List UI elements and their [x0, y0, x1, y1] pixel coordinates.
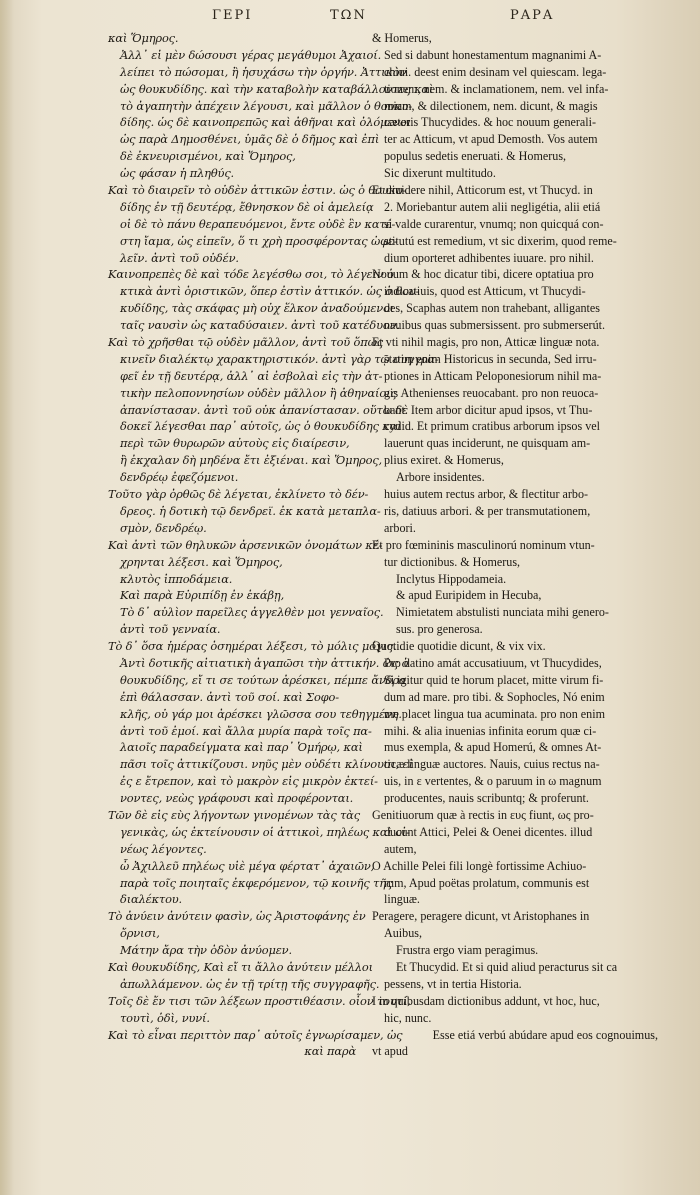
- text-line: Sed si dabunt honestamentum magnanimi A-: [384, 47, 602, 62]
- text-line: δίδης. ὡς δὲ καινοπρεπῶς καὶ ἀθῆναι καὶ ὀλόμενοι: [120, 115, 412, 130]
- text-line: ducunt Attici, Pelei & Oenei dicentes. illud: [384, 824, 593, 839]
- text-line: Peragere, peragere dicunt, vt Aristophanes in: [372, 909, 590, 924]
- text-line: φεῖ ἐν τῇ δευτέρᾳ, ἀλλ᾽ αἱ ἐσβολαὶ εἰς τὴν ἀτ-: [120, 368, 383, 383]
- text-line: ταῖς ναυσὶν ὡς καταδύσαιεν. ἀντὶ τοῦ κατέδυον.: [120, 318, 400, 333]
- text-line: Nimietatem abstulisti nunciata mihi genero-: [396, 605, 609, 620]
- text-line: δὲ ἐκνευρισμένοι, καὶ Ὅμηρος,: [120, 149, 296, 164]
- text-line: des, Scaphas autem non trahebant, alligantes: [384, 301, 600, 316]
- text-line: Et pro fœmininis masculinorú nominum vtun-: [372, 537, 595, 552]
- text-line: Esse etiá verbú abúdare apud eos cognouimus,: [432, 1027, 658, 1042]
- text-line: cydid. Et primum cratibus arborum ipsos vel: [384, 419, 600, 434]
- text-line: me placet lingua tua acuminata. pro non enim: [384, 706, 605, 721]
- text-line: Arbore insidentes.: [396, 470, 485, 485]
- text-line: Et vti nihil magis, pro non, Atticæ linguæ nota.: [372, 335, 600, 350]
- text-line: σμὸν, δενδρέῳ.: [120, 520, 207, 535]
- running-head-center: ΤΩΝ: [330, 8, 367, 23]
- text-line: κλῆς, οὐ γάρ μοι ἀρέσκει γλῶσσα σου τεθηγμένη.: [120, 706, 402, 721]
- text-line: τουτὶ, ὁδὶ, νυνί.: [120, 1010, 210, 1025]
- text-line: Frustra ergo viam peragimus.: [396, 943, 539, 958]
- text-line: λαιοῖς παραδείγματα καὶ παρ᾽ Ὁμήρῳ, καὶ: [120, 740, 363, 755]
- text-line: δενδρέῳ ἐφεζόμενοι.: [120, 470, 239, 485]
- text-line: ὦ Ἀχιλλεῦ πηλέως υἱὲ μέγα φέρτατ᾽ ἀχαιῶν,: [120, 858, 375, 873]
- text-line: rum, Apud poëtas prolatum, communis est: [384, 875, 590, 890]
- text-line: Inclytus Hippodameia.: [396, 571, 507, 586]
- text-line: Ἀντὶ δοτικῆς αἰτιατικὴ ἀγαπῶσι τὴν ἀττικήν. ὡς ὁ: [120, 655, 409, 670]
- running-head-left: ΓΕΡΙ: [212, 8, 253, 23]
- text-line: chiui. deest enim desinam vel quiescam. lega-: [384, 64, 607, 79]
- text-line: ἐς ε ἔτρεπον, καὶ τὸ μακρὸν εἰς μικρὸν ἐκτεί-: [120, 774, 378, 789]
- text-line: ὄρνισι,: [120, 926, 160, 941]
- text-line: sus. pro generosa.: [396, 622, 483, 637]
- text-line: καὶ Ὅμηρος.: [108, 31, 179, 45]
- text-line: autem,: [384, 841, 417, 856]
- running-header: [0, 8, 700, 30]
- text-line: Nouum & hoc dicatur tibi, dicere optatiua pro: [372, 267, 594, 282]
- text-line: Quotidie quotidie dicunt, & vix vix.: [372, 639, 546, 654]
- text-line: Καὶ παρὰ Εὐριπίδῃ ἐν ἑκάβῃ,: [120, 588, 285, 603]
- text-line: lauerunt quas inciderunt, ne quisquam am-: [384, 436, 591, 451]
- text-line: λεῖν. ἀντὶ τοῦ οὐδέν.: [120, 250, 239, 265]
- text-line: linguæ.: [384, 892, 420, 907]
- text-line: ὡς φάσαν ἡ πληθύς.: [120, 166, 235, 181]
- text-line: παρὰ τοῖς ποιηταῖς ἐκφερόμενον, τῷ κοινῆς τῆς: [120, 875, 393, 890]
- latin-translation-column: [372, 30, 672, 1060]
- text-line: ticæ linguæ auctores. Nauis, cuius rectus na-: [384, 757, 600, 772]
- text-line: κινεῖν διαλέκτῳ χαρακτηριστικόν. ἀντὶ γὰρ τῷ συγγρα-: [120, 351, 439, 366]
- text-line: ἢ ἐκχαλαν δὴ μηδένα ἔτι ἐξιέναι. καὶ Ὅμηρος,: [120, 453, 383, 468]
- text-line: νοντες, νεὼς γράφουσι καὶ προφέρονται.: [120, 791, 354, 806]
- text-line: ὡς παρὰ Δημοσθένει, ὑμᾶς δὲ ὁ δῆμος καὶ ἐπὶ: [120, 132, 380, 147]
- text-line: τὸ ἀγαπητὴν ἀπέχειν λέγουσι, καὶ μᾶλλον ὁ θουκυ-: [120, 98, 413, 113]
- text-line: ἀντὶ τοῦ ἐμοί. καὶ ἄλλα μυρία παρὰ τοῖς πα-: [120, 723, 372, 738]
- text-line: vt apud: [372, 1044, 408, 1059]
- text-line: ptiones in Atticam Peloponesiorum nihil ma-: [384, 368, 602, 383]
- text-line: pessens, vt in tertia Historia.: [384, 976, 522, 991]
- text-line: δίδης ἐν τῇ δευτέρᾳ, ἔθνησκον δὲ οἱ ἀμελείᾳ: [120, 199, 374, 214]
- text-line: O Achille Pelei fili longè fortissime Achiuo-: [372, 858, 587, 873]
- text-line: 2. Moriebantur autem alii negligétia, alii etiá: [384, 199, 601, 214]
- text-line: Τοῦτο γὰρ ὀρθῶς δὲ λέγεται, ἐκλίνετο τὸ δέν-: [108, 487, 369, 502]
- text-line: κυδίδης, τὰς σκάφας μὴ οὐχ ἕλκον ἀναδούμενοι: [120, 301, 395, 316]
- text-line: περὶ τῶν θυρωρῶν αὐτοὺς εἰς διαίρεσιν,: [120, 436, 350, 451]
- text-line: Genitiuorum quæ à rectis in ευς fiunt, ως pro-: [372, 807, 594, 822]
- text-line: bant. Item arbor dicitur apud ipsos, vt Thu-: [384, 402, 593, 417]
- text-line: δρεος. ἡ δοτικὴ τῷ δενδρεϊ. ἐκ κατὰ μεταπλα-: [120, 503, 381, 518]
- text-line: Τῶν δὲ εἰς εὺς λήγοντων γινομένων τὰς τὰς: [108, 807, 360, 822]
- text-line: Ἀλλ᾽ εἰ μὲν δώσουσι γέρας μεγάθυμοι Ἀχαιοί.: [120, 47, 382, 62]
- text-line: Καὶ ἀντὶ τῶν θηλυκῶν ἀρσενικῶν ὀνομάτων κέ-: [108, 537, 383, 552]
- text-line: χρηνται λέξεσι. καὶ Ὅμηρος,: [120, 554, 283, 569]
- text-line: Τὸ ἀνύειν ἀνύτειν φασὶν, ὡς Ἀριστοφάνης ἐν: [108, 909, 366, 924]
- text-line: dum ad mare. pro tibi. & Sophocles, Nó enim: [384, 689, 605, 704]
- text-line: Τὸ δ᾽ ὅσα ἡμέρας ὁσημέραι λέξεσι, τὸ μόλις μόγις.: [108, 639, 397, 654]
- text-line: στη ἴαμα, ὡς εἰπεῖν, ὅ τι χρὴ προσφέροντας ὠφε-: [120, 233, 398, 248]
- text-line: huius autem rectus arbor, & flectitur arbo-: [384, 487, 589, 502]
- text-line: dium oporteret adhibentes iuuare. pro nihil.: [384, 250, 594, 265]
- text-line: populus sedetis eneruati. & Homerus,: [384, 149, 567, 164]
- text-line: tur dictionibus. & Homerus,: [384, 554, 521, 569]
- text-line: mus exempla, & apud Homerú, & omnes At-: [384, 740, 602, 755]
- running-head-right: ΡΑΡΑ: [510, 8, 555, 23]
- text-line: producentes, nauis scribuntq; & proferunt.: [384, 791, 589, 806]
- text-line: indicatiuis, quod est Atticum, vt Thucydi-: [384, 284, 586, 299]
- text-line: & Homerus,: [372, 31, 432, 45]
- text-line: ὡς θουκυδίδης. καὶ τὴν καταβολὴν καταβάλλοντες καὶ: [120, 81, 434, 96]
- text-line: tionem, nem. & inclamationem, nem. vel infa-: [384, 81, 609, 96]
- text-line: Pro datino amát accusatiuum, vt Thucydides,: [384, 655, 602, 670]
- text-line: I in quibusdam dictionibus addunt, vt hoc, huc,: [372, 993, 600, 1008]
- text-line: λείπει τὸ πώσομαι, ἢ ἡσυχάσω τὴν ὀργήν. Ἀττικὸν: [120, 64, 407, 79]
- text-line: Καινοπρεπὲς δὲ καὶ τόδε λεγέσθω σοι, τὸ λέγειν ὁ: [108, 267, 394, 282]
- text-line: ter ac Atticum, vt apud Demosth. Vos autem: [384, 132, 598, 147]
- text-line: Καὶ τὸ διαιρεῖν τὸ οὐδὲν ἀττικῶν ἐστιν. ὡς ὁ θουκυ-: [108, 183, 407, 198]
- text-line: ἀντὶ τοῦ γενναία.: [120, 622, 221, 637]
- text-line: stitutú est remedium, vt sic dixerim, quod reme-: [384, 233, 617, 248]
- text-line: Τὸ δ᾽ αὐλὶον παρεῖλες ἀγγελθὲν μοι γενναῖος.: [120, 605, 384, 620]
- text-line: γενικὰς, ὡς ἐκτείνουσιν οἱ ἀττικοὶ, πηλέως καὶ οἰ-: [120, 824, 410, 839]
- text-line: πᾶσι τοῖς ἀττικίζουσι. νηῦς μὲν οὐδέτι κλίνουσι, εἰ: [120, 757, 413, 772]
- text-line: uis, in ε vertentes, & ο paruum in ω magnum: [384, 774, 602, 789]
- text-line: κτικὰ ἀντὶ ὁριστικῶν, ὅπερ ἐστὶν ἀττικόν. ὡς ὁ θου-: [120, 284, 420, 299]
- text-line: ἀπανίστασαν. ἀντὶ τοῦ οὐκ ἀπανίστασαν. οὕτω δὲ: [120, 402, 408, 417]
- text-line: & apud Euripidem in Hecuba,: [396, 588, 542, 603]
- text-line: statim enim Historicus in secunda, Sed irru-: [384, 351, 597, 366]
- text-line: Καὶ τὸ εἶναι περιττὸν παρ᾽ αὐτοῖς ἐγνωρίσαμεν, ὡς: [108, 1027, 403, 1042]
- text-line: Μάτην ἄρα τὴν ὁδὸν ἀνύομεν.: [120, 943, 292, 958]
- text-line: Et Thucydid. Et si quid aliud peracturus sit ca: [396, 959, 618, 974]
- text-line: Et diuidere nihil, Atticorum est, vt Thucyd. in: [372, 183, 593, 198]
- text-line: Si igitur quid te horum placet, mitte virum fi-: [384, 672, 604, 687]
- text-line: Τοῖς δὲ ἔν τισι τῶν λέξεων προστιθέασιν. οἷον τουτί,: [108, 993, 411, 1008]
- text-line: κλυτὸς ἱπποδάμεια.: [120, 571, 233, 586]
- text-line: ἀπωλλάμενον. ὡς ἐν τῇ τρίτῃ τῆς συγγραφῆς.: [120, 976, 380, 991]
- text-line: θουκυδίδης, εἴ τι σε τούτων ἀρέσκει, πέμπε ἄνδρα: [120, 672, 407, 687]
- text-line: nauibus quas submersissent. pro submerserút.: [384, 318, 606, 333]
- text-line: cæteris Thucydides. & hoc nouum generali-: [384, 115, 597, 130]
- text-line: arbori.: [384, 520, 416, 535]
- text-line: miam, & dilectionem, nem. dicunt, & magis: [384, 98, 598, 113]
- text-line: gis Athenienses reuocabant. pro non reuoca-: [384, 385, 599, 400]
- text-line: τικὴν πελοποννησίων οὐδὲν μᾶλλον ἢ ἀθηναίοις: [120, 385, 397, 400]
- text-line: Καὶ θουκυδίδης, Καὶ εἴ τι ἄλλο ἀνύτειν μέλλοι: [108, 959, 373, 974]
- text-line: Auibus,: [384, 926, 422, 941]
- text-line: hic, nunc.: [384, 1010, 432, 1025]
- page-gutter: [0, 0, 14, 1195]
- text-line: mihi. & alia inuenias infinita eorum quæ ci-: [384, 723, 597, 738]
- text-line: plius exiret. & Homerus,: [384, 453, 504, 468]
- text-line: δοκεῖ λέγεσθαι παρ᾽ αὐτοῖς, ὡς ὁ θουκυδίδης καὶ: [120, 419, 402, 434]
- text-line: οἱ δὲ τὸ πάνυ θεραπευόμενοι, ἔντε οὐδὲ ἓν κατέ-: [120, 216, 396, 231]
- text-line: Καὶ τὸ χρῆσθαι τῷ οὐδὲν μᾶλλον, ἀντὶ τοῦ ὅπως: [108, 335, 383, 350]
- text-line: ἐπὶ θάλασσαν. ἀντὶ τοῦ σοί. καὶ Σοφο-: [120, 689, 339, 704]
- text-line: Sic dixerunt multitudo.: [384, 166, 496, 181]
- text-line: ris, datiuus arbori. & per transmutationem,: [384, 503, 591, 518]
- text-line: καὶ παρὰ: [304, 1044, 356, 1059]
- text-line: νέως λέγοντες.: [120, 841, 207, 856]
- text-line: διαλέκτου.: [120, 892, 183, 907]
- text-line: si valde curarentur, vnumq; non quicquá con-: [384, 216, 604, 231]
